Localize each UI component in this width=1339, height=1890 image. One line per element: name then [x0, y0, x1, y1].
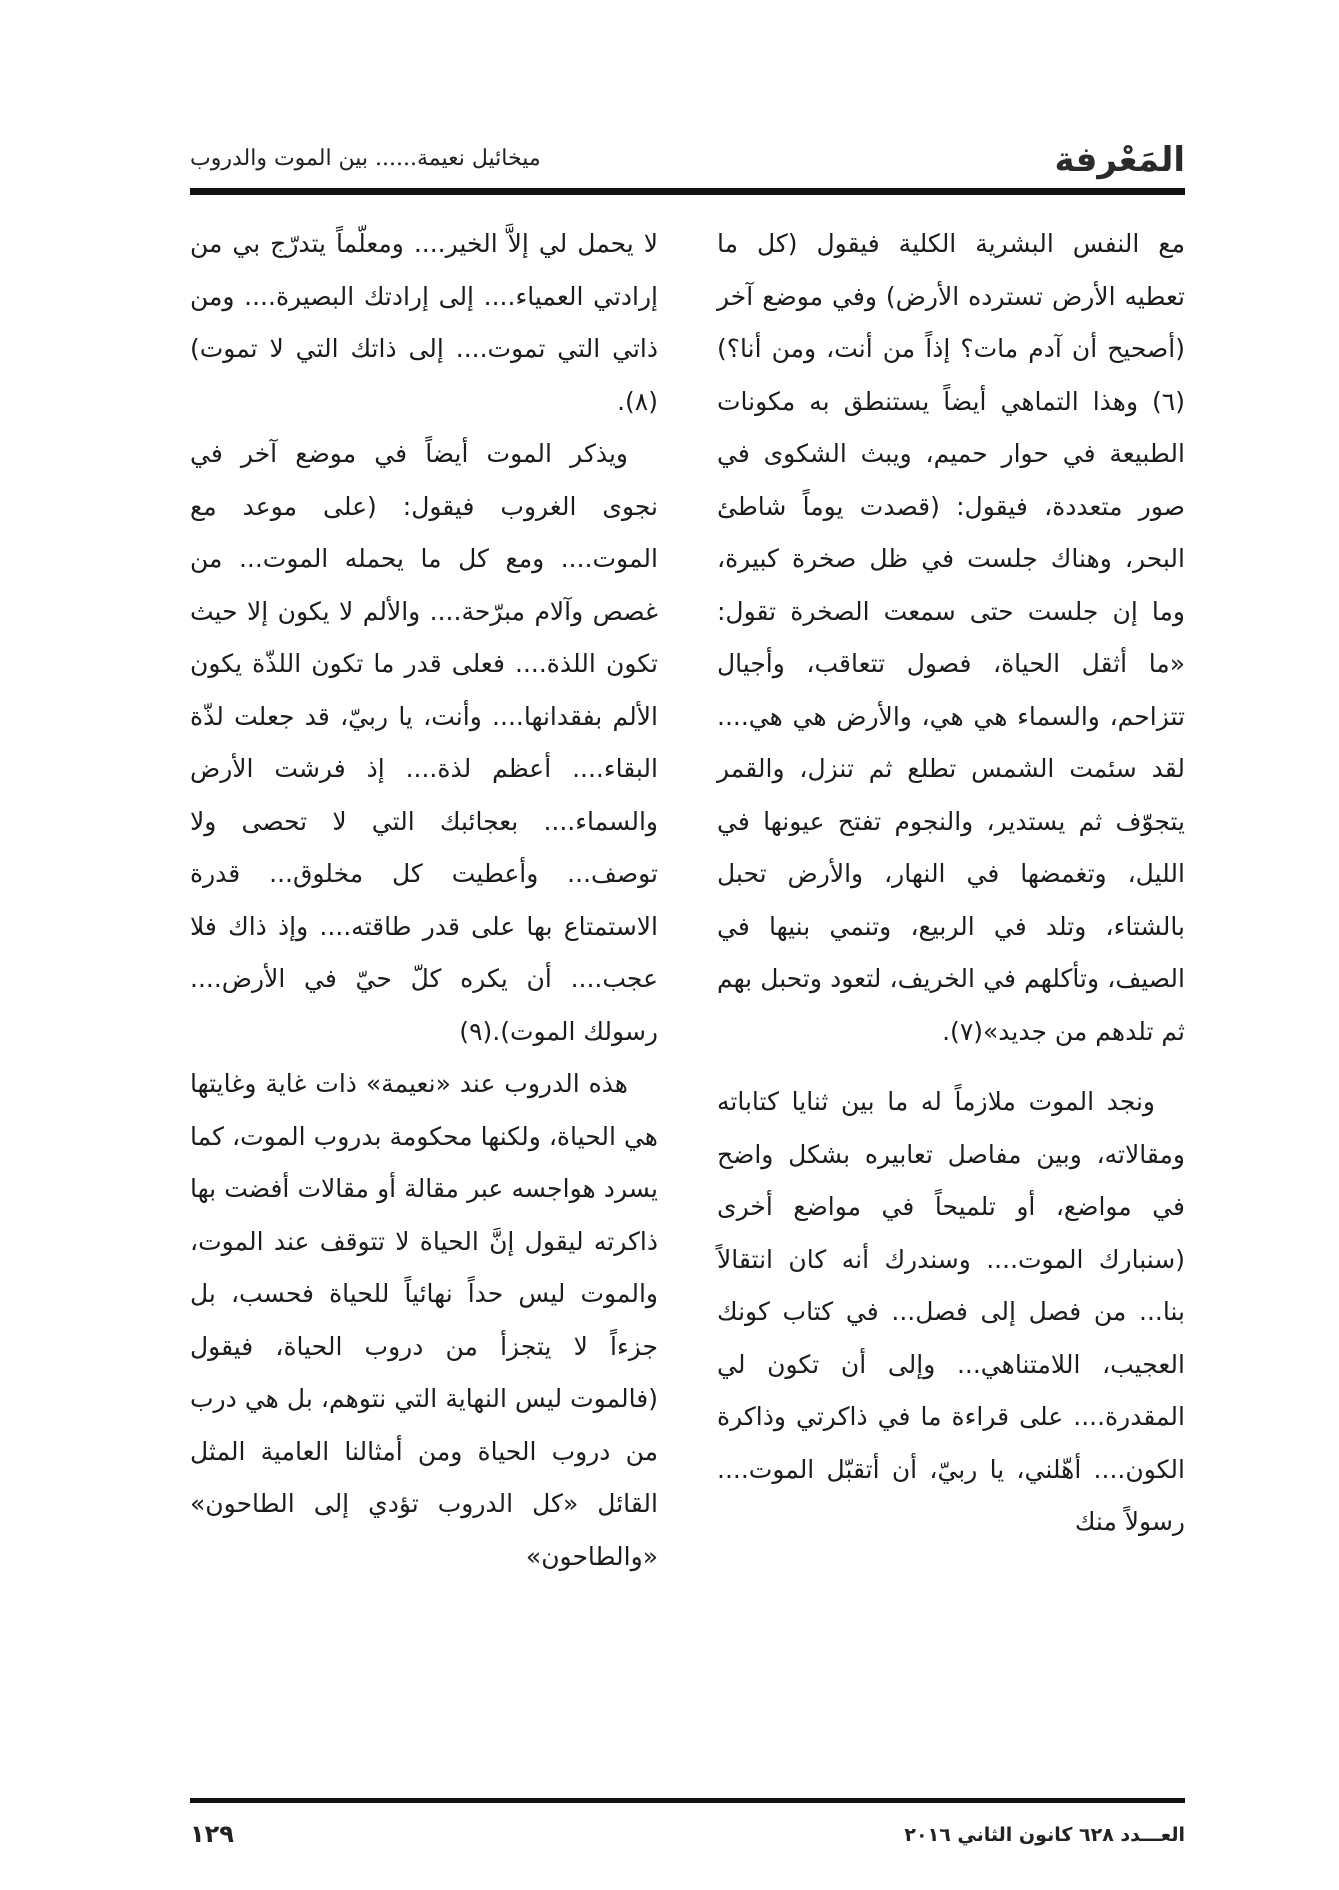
issue-info: العـــدد ٦٢٨ كانون الثاني ٢٠١٦ — [904, 1824, 1185, 1846]
paragraph: ونجد الموت ملازماً له ما بين ثنايا كتاباته ومقالاته، وبين مفاصل تعابيره بشكل واضح في مواضع، أو تلميحاً في مواضع أخرى (سنبارك الموت.... وسندرك أنه كان انتقالاً بنا... من فصل إلى فصل... في كتاب كونك العجيب، اللامتناهي... وإلى أن تكون لي المقدرة.... على قراءة ما في ذاكرتي وذاكرة الكون.... أهّلني، يا ربيّ، أن أتقبّل الموت.... رسولاً منك — [717, 1087, 1185, 1536]
footer-rule — [190, 1798, 1185, 1803]
page-footer — [190, 1818, 1185, 1858]
paragraph: مع النفس البشرية الكلية فيقول (كل ما تعطيه الأرض تسترده الأرض) وفي موضع آخر (أصحيح أن آدم مات؟ إذاً من أنت، ومن أنا؟)(٦) وهذا التماهي أيضاً يستنطق به مكونات الطبيعة في حوار حميم، ويبث الشكوى في صور متعددة، فيقول: (قصدت يوماً شاطئ البحر، وهناك جلست في ظل صخرة كبيرة، وما إن جلست حتى سمعت الصخرة تقول: «ما أثقل الحياة، فصول تتعاقب، وأجيال تتزاحم، والسماء هي هي، والأرض هي هي.... لقد سئمت الشمس تطلع ثم تنزل، والقمر يتجوّف ثم يستدير، والنجوم تفتح عيونها في الليل، وتغمضها في النهار، والأرض تحبل بالشتاء، وتلد في الربيع، وتنمي بنيها في الصيف، وتأكلهم في الخريف، لتعود وتحبل بهم ثم تلدهم من جديد»(٧). — [717, 229, 1185, 1046]
page-number: ١٢٩ — [190, 1820, 234, 1848]
right-column — [717, 218, 1185, 1549]
running-title: ميخائيل نعيمة...... بين الموت والدروب — [190, 146, 541, 171]
header-rule — [190, 188, 1185, 195]
page-header — [190, 140, 1185, 190]
paragraph: لا يحمل لي إلاَّ الخير.... ومعلّماً يتدرّج بي من إرادتي العمياء.... إلى إرادتك البصيرة.... ومن ذاتي التي تموت.... إلى ذاتك التي لا تموت)(٨). — [190, 229, 658, 416]
left-column — [190, 218, 658, 1583]
paragraph: هذه الدروب عند «نعيمة» ذات غاية وغايتها هي الحياة، ولكنها محكومة بدروب الموت، كما يسرد هواجسه عبر مقالة أو مقالات أفضت بها ذاكرته ليقول إنَّ الحياة لا تتوقف عند الموت، والموت ليس حداً نهائياً للحياة فحسب، بل جزءاً لا يتجزأ من دروب الحياة، فيقول (فالموت ليس النهاية التي نتوهم، بل هي درب من دروب الحياة ومن أمثالنا العامية المثل القائل «كل الدروب تؤدي إلى الطاحون» «والطاحون» — [190, 1069, 658, 1571]
magazine-logo: المَعْرفة — [1054, 140, 1185, 180]
paragraph: ويذكر الموت أيضاً في موضع آخر في نجوى الغروب فيقول: (على موعد مع الموت.... ومع كل ما يحمله الموت... من غصص وآلام مبرّحة.... والألم لا يكون إلا حيث تكون اللذة.... فعلى قدر ما تكون اللذّة يكون الألم بفقدانها.... وأنت، يا ربيّ، قد جعلت لذّة البقاء.... أعظم لذة.... إذ فرشت الأرض والسماء.... بعجائبك التي لا تحصى ولا توصف... وأعطيت كل مخلوق... قدرة الاستمتاع بها على قدر طاقته.... وإذ ذاك فلا عجب.... أن يكره كلّ حيّ في الأرض.... رسولك الموت).(٩) — [190, 439, 658, 1046]
